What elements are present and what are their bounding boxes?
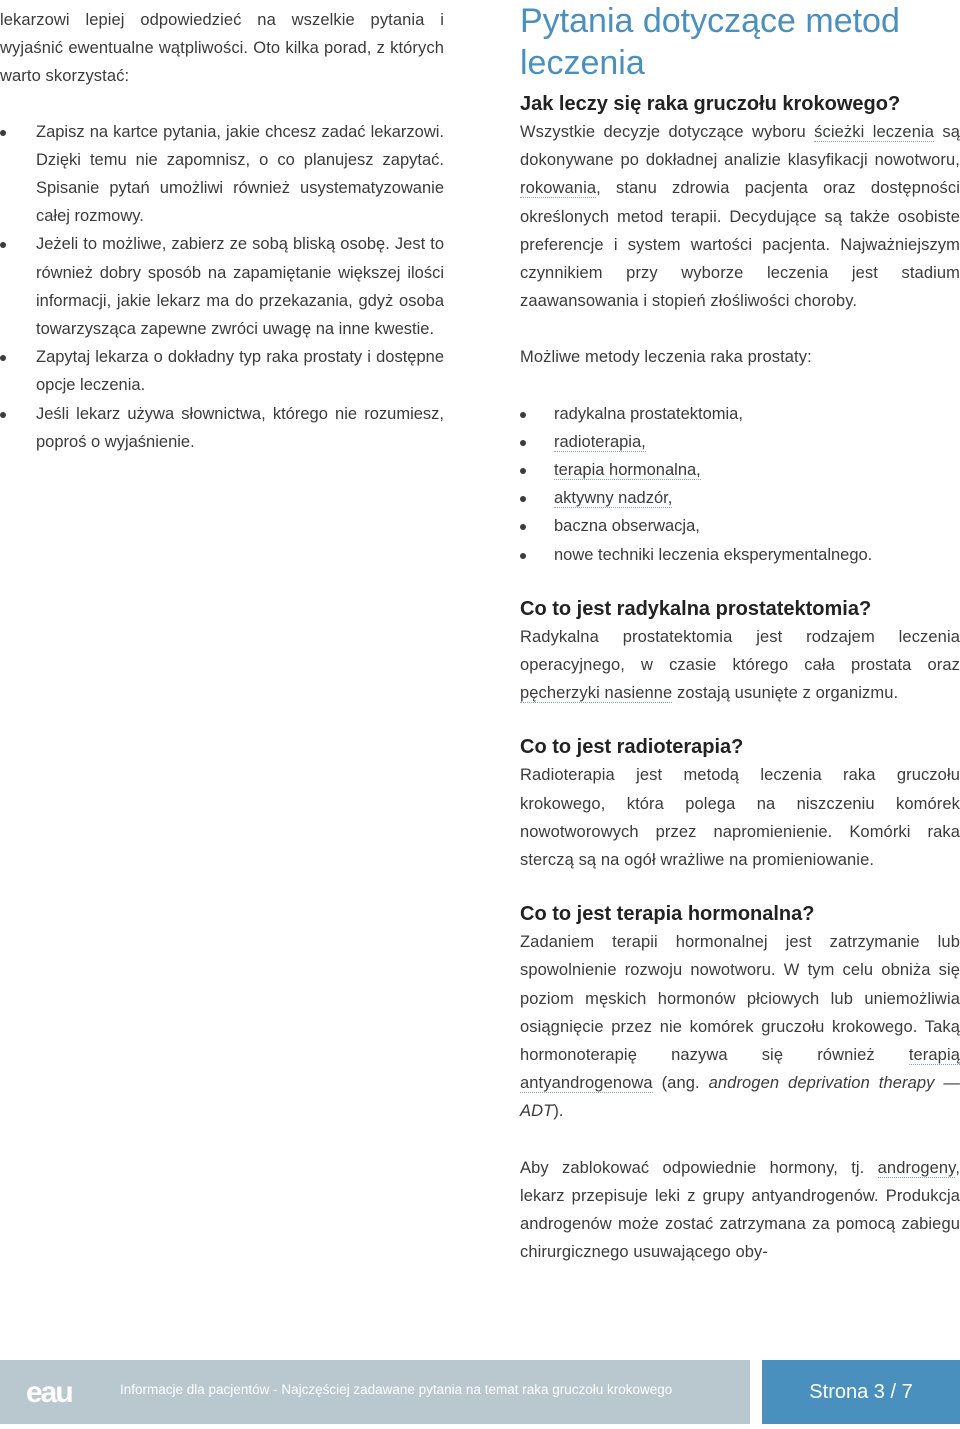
bullet-icon [520, 412, 526, 418]
eau-logo [24, 1374, 84, 1410]
left-column [0, 0, 444, 456]
treatment-paragraph: Wszystkie decyzje dotyczące wyboru ścieżki leczenia są dokonywane po dokładnej analizie klasyfikacji nowotworu, rokowania, stanu zdrowia pacjenta oraz dostępności określonych metod terapii. Decydujące są także osobiste preferencje i system wartości pacjenta. Najważniejszym czynnikiem przy wyborze leczenia jest stadium zaawansowania i stopień złośliwości choroby. [520, 123, 960, 311]
bullet-icon [0, 355, 6, 361]
right-column [520, 0, 960, 1267]
glossary-link[interactable]: pęcherzyki nasienne [520, 684, 673, 703]
method-item: baczna obserwacja, [520, 512, 960, 540]
glossary-link[interactable]: terapią antyandrogenowa [520, 1046, 960, 1093]
question-heading: Jak leczy się raka gruczołu krokowego? [520, 93, 901, 115]
list-item: Zapisz na kartce pytania, jakie chcesz zadać lekarzowi. Dzięki temu nie zapomnisz, o co planujesz zapytać. Spisanie pytań umożliwi również usystematyzowanie całej rozmowy. [0, 118, 444, 231]
prostatectomy-paragraph: Radykalna prostatektomia jest rodzajem leczenia operacyjnego, w czasie którego cała prostata oraz pęcherzyki nasienne zostają usunięte z organizmu. [520, 627, 960, 703]
bullet-icon [520, 496, 526, 502]
method-item [520, 428, 960, 456]
bullet-icon [520, 553, 526, 559]
bullet-icon [520, 524, 526, 530]
question-heading: Co to jest radykalna prostatektomia? [520, 597, 872, 620]
footer-band [0, 1360, 750, 1424]
page-footer [0, 1360, 960, 1424]
methods-list [520, 400, 960, 569]
method-item [520, 484, 960, 512]
glossary-link[interactable]: androgeny [877, 1158, 956, 1177]
glossary-link[interactable]: radioterapia, [554, 432, 646, 451]
list-item: Zapytaj lekarza o dokładny typ raka prostaty i dostępne opcje leczenia. [0, 343, 444, 399]
question-heading: Co to jest radioterapia? [520, 736, 744, 759]
bullet-icon [520, 468, 526, 474]
method-item: nowe techniki leczenia eksperymentalnego. [520, 541, 960, 569]
methods-intro: Możliwe metody leczenia raka prostaty: [520, 348, 812, 367]
footer-text: Informacje dla pacjentów - Najczęściej zadawane pytania na temat raka gruczołu krokowego [120, 1382, 673, 1397]
glossary-link[interactable]: aktywny nadzór, [554, 489, 673, 508]
androgen-paragraph: Aby zablokować odpowiednie hormony, tj. androgeny, lekarz przepisuje leki z grupy antyandrogenów. Produkcja androgenów może zostać zatrzymana za pomocą zabiegu chirurgicznego usuwającego oby- [520, 1158, 960, 1262]
list-item: Jeśli lekarz używa słownictwa, którego nie rozumiesz, poproś o wyjaśnienie. [0, 400, 444, 456]
bullet-icon [0, 242, 6, 248]
glossary-link[interactable]: terapia hormonalna, [554, 461, 701, 480]
glossary-link[interactable]: rokowania [520, 179, 597, 198]
svg-text:eau: eau [26, 1376, 72, 1409]
list-item: Jeżeli to możliwe, zabierz ze sobą bliską osobę. Jest to również dobry sposób na zapamiętanie większej ilości informacji, jakie lekarz ma do przekazania, gdyż osoba towarzysząca zapewne zwróci uwagę na inne kwestie. [0, 230, 444, 343]
hormonal-paragraph: Zadaniem terapii hormonalnej jest zatrzymanie lub spowolnienie rozwoju nowotworu. W tym celu obniża się poziom męskich hormonów płciowych lub uniemożliwia osiągnięcie przez nie komórek gruczołu krokowego. Taką hormonoterapię nazywa się również terapią antyandrogenowa (ang. androgen deprivation therapy — ADT). [520, 933, 960, 1121]
section-title: Pytania dotyczące metod leczenia [520, 2, 900, 82]
bullet-icon [0, 130, 6, 136]
page-number: Strona 3 / 7 [762, 1360, 960, 1424]
method-item [520, 456, 960, 484]
question-heading: Co to jest terapia hormonalna? [520, 903, 815, 926]
method-item: radykalna prostatektomia, [520, 400, 960, 428]
bullet-icon [520, 440, 526, 446]
intro-paragraph: lekarzowi lepiej odpowiedzieć na wszelkie pytania i wyjaśnić ewentualne wątpliwości. Oto kilka porad, z których warto skorzystać: [0, 11, 444, 86]
glossary-link[interactable]: ścieżki leczenia [814, 123, 935, 141]
bullet-icon [0, 412, 6, 418]
advice-list [0, 118, 444, 456]
radiotherapy-paragraph: Radioterapia jest metodą leczenia raka gruczołu krokowego, która polega na niszczeniu komórek nowotworowych przez napromienienie. Komórki raka sterczą są na ogół wrażliwe na promieniowanie. [520, 766, 960, 870]
